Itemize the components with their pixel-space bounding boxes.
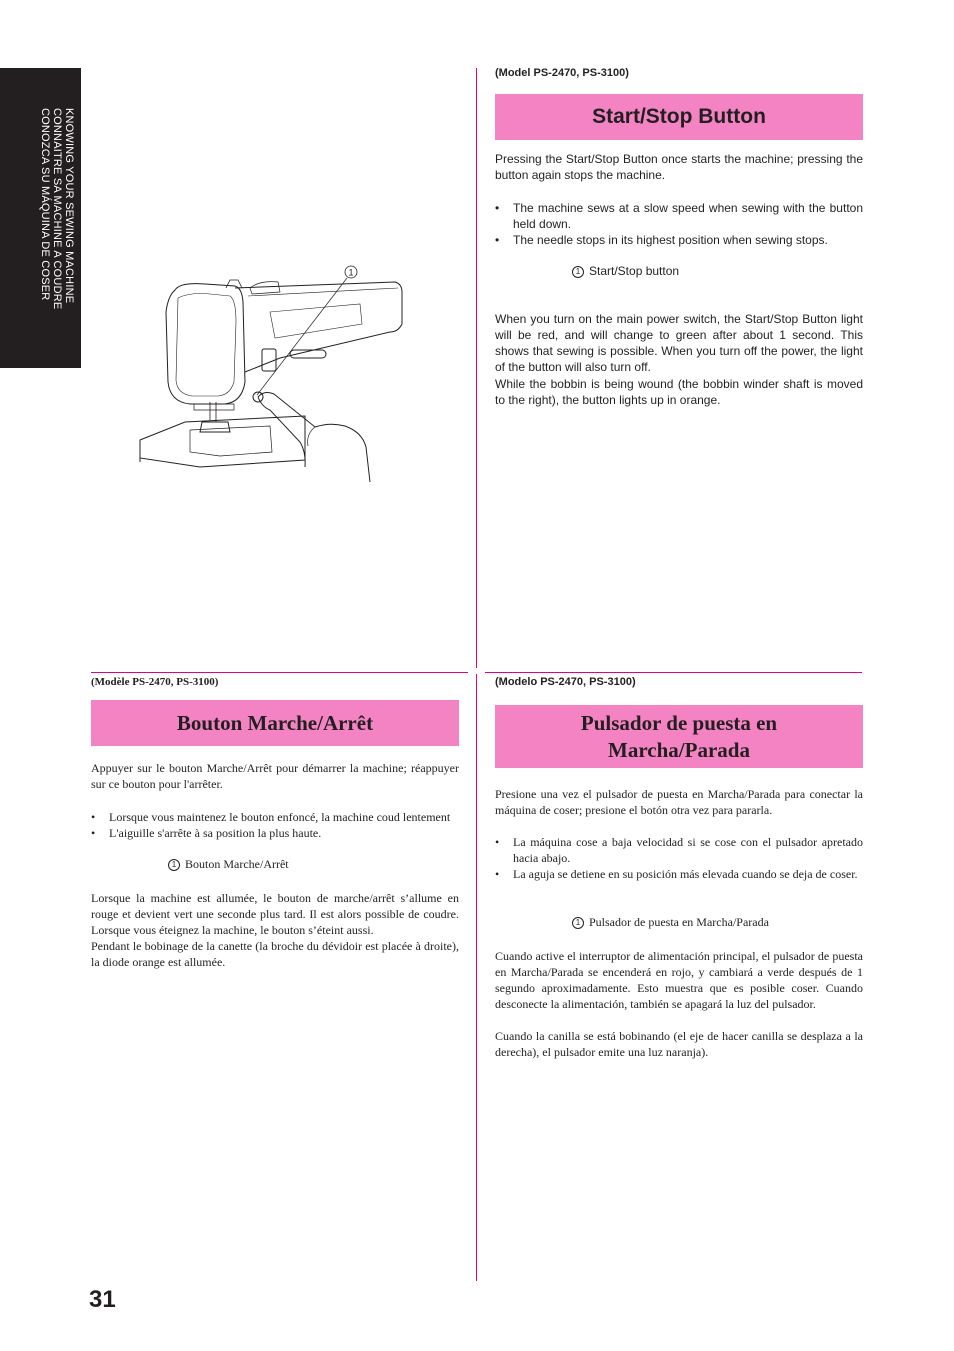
french-bullet-1: • Lorsque vous maintenez le bouton enfoncé, la machine coud lentement <box>91 809 459 825</box>
english-title-banner <box>495 94 863 140</box>
machine-head-face <box>176 294 236 397</box>
sewing-machine-illustration <box>130 262 410 487</box>
french-bullets <box>91 809 459 841</box>
french-para-1: Lorsque la machine est allumée, le bouton de marche/arrêt s’allume en rouge et devient vert une seconde plus tard. Il est alors possible de coudre. Lorsque vous éteignez la machine, le bouton s’éteint aussi. <box>91 891 459 937</box>
spanish-para-2: Cuando la canilla se está bobinando (el eje de hacer canilla se desplaza a la derecha), el pulsador emite una luz naranja). <box>495 1029 863 1059</box>
spanish-callout-number: 1 <box>572 917 584 929</box>
english-title: Start/Stop Button <box>592 105 766 128</box>
french-callout-label: Bouton Marche/Arrêt <box>185 857 289 871</box>
french-callout-number: 1 <box>168 859 180 871</box>
spanish-bullets <box>495 834 863 882</box>
spanish-title-line-2: Marcha/Parada <box>608 737 750 762</box>
machine-bed <box>140 416 305 467</box>
english-callout-label: Start/Stop button <box>589 264 680 278</box>
spanish-bullet-1: • La máquina cose a baja velocidad si se cose con el pulsador apretado hacia abajo. <box>495 834 863 866</box>
side-tab-line-en: KNOWING YOUR SEWING MACHINE <box>63 108 75 304</box>
thread-guide <box>226 280 242 288</box>
column-divider-top <box>476 68 477 668</box>
presser-foot <box>200 422 230 432</box>
hand <box>258 393 370 482</box>
english-bullet-2: • The needle stops in its highest position when sewing stops. <box>495 232 863 248</box>
french-intro: Appuyer sur le bouton Marche/Arrêt pour démarrer la machine; réappuyer sur ce bouton pour l'arrêter. <box>91 761 459 791</box>
needle-bar <box>210 402 216 422</box>
english-intro: Pressing the Start/Stop Button once starts the machine; pressing the button again stops the machine. <box>495 152 863 182</box>
english-callout-number: 1 <box>572 266 584 278</box>
section-rule-left <box>91 672 468 673</box>
french-model-label: (Modèle PS-2470, PS-3100) <box>91 676 219 688</box>
side-tab-line-fr: CONNAITRE SA MACHINE A COUDRE <box>51 108 63 310</box>
spanish-intro: Presione una vez el pulsador de puesta en Marcha/Parada para conectar la máquina de coser; presione el botón otra vez para pararla. <box>495 787 863 817</box>
french-callout <box>168 856 289 872</box>
spanish-model-label: (Modelo PS-2470, PS-3100) <box>495 676 636 688</box>
french-bullet-2: • L'aiguille s'arrête à sa position la plus haute. <box>91 825 459 841</box>
french-title-banner <box>91 700 459 746</box>
spanish-callout <box>572 914 769 930</box>
english-model-label: (Model PS-2470, PS-3100) <box>495 67 629 79</box>
side-tab <box>0 68 81 368</box>
spanish-bullet-2: • La aguja se detiene en su posición más elevada cuando se deja de coser. <box>495 866 863 882</box>
english-bullets <box>495 200 863 248</box>
side-tab-line-es: CONOZCA SU MÁQUINA DE COSER <box>39 108 51 301</box>
hand-finger-detail <box>308 427 315 446</box>
needle-plate <box>190 426 272 456</box>
column-divider-bottom <box>476 674 477 1281</box>
english-para-1: When you turn on the main power switch, the Start/Stop Button light will be red, and will change to green after about 1 second. This shows that sewing is possible. When you turn off the power, the light of the button will also turn off. <box>495 312 863 374</box>
needle-clamp <box>194 404 234 410</box>
machine-arm-window <box>270 304 362 338</box>
section-rule-right <box>485 672 862 673</box>
french-title: Bouton Marche/Arrêt <box>176 710 374 735</box>
spanish-para-1: Cuando active el interruptor de alimentación principal, el pulsador de puesta en Marcha/Parada se encenderá en rojo, y cambiará a verde después de 1 segundo aproximadamente. Esto muestra que es posible coser. Cuando desconecte la alimentación, también se apagará la luz del pulsador. <box>495 949 863 1011</box>
english-callout <box>572 263 679 279</box>
callout-leader <box>257 278 347 395</box>
callout-number: 1 <box>348 267 354 278</box>
english-bullet-1: • The machine sews at a slow speed when sewing with the button held down. <box>495 200 863 232</box>
spanish-callout-label: Pulsador de puesta en Marcha/Parada <box>589 915 769 929</box>
french-para-2: Pendant le bobinage de la canette (la broche du dévidoir est placée à droite), la diode orange est allumée. <box>91 939 459 969</box>
spanish-title-banner <box>495 705 863 768</box>
page-number: 31 <box>89 1286 116 1313</box>
side-tab-text <box>39 108 75 309</box>
spanish-title-line-1: Pulsador de puesta en <box>580 710 778 735</box>
english-para-2: While the bobbin is being wound (the bobbin winder shaft is moved to the right), the button lights up in orange. <box>495 377 863 407</box>
machine-arm-top <box>248 288 398 296</box>
spool-pin-cover <box>250 282 280 294</box>
